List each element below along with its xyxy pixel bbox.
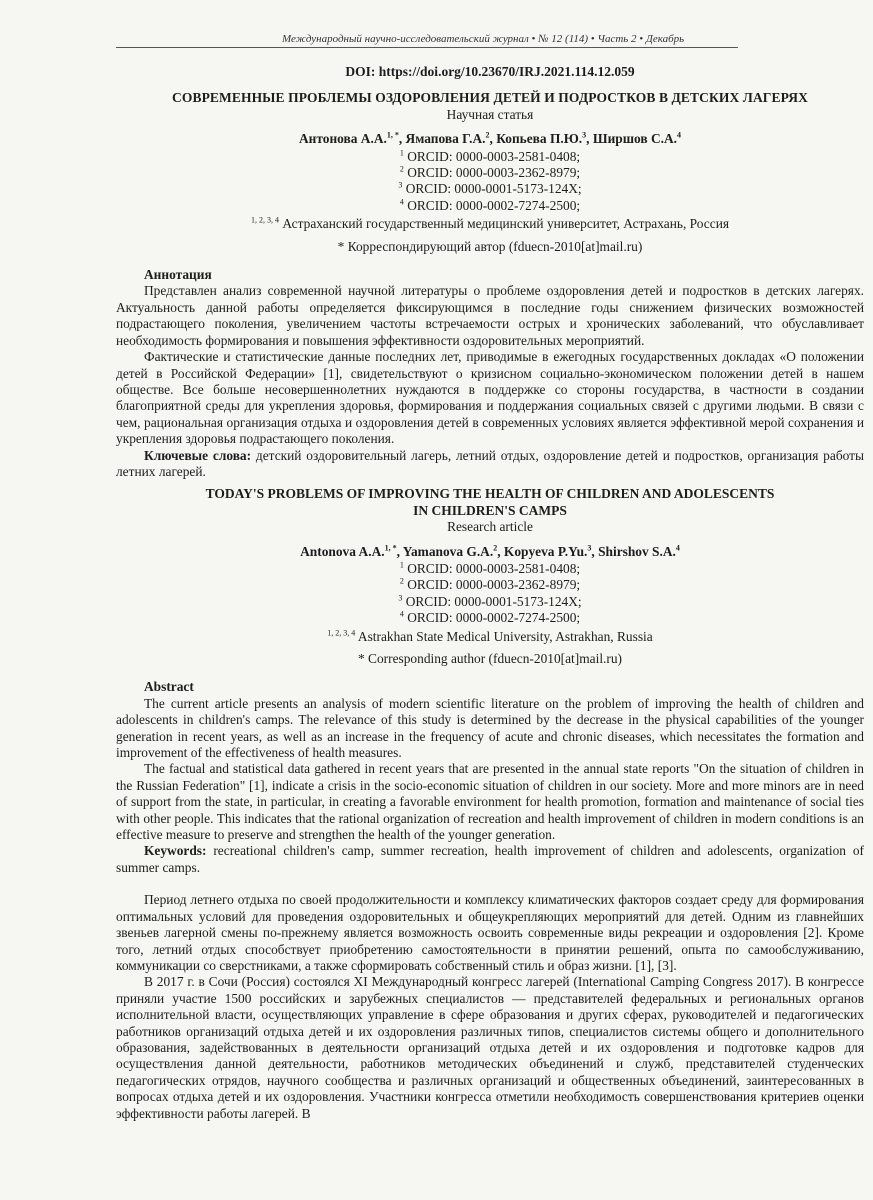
- en-orcid-2-text: ORCID: 0000-0003-2362-8979;: [407, 577, 581, 593]
- ru-corresponding-author: * Корреспондирующий автор (fduecn-2010[at]mail.ru): [337, 238, 643, 254]
- en-keywords-label: Keywords:: [144, 843, 207, 859]
- en-orcid-3: $^3$ ORCID: 0000-0001-5173-124X;: [398, 593, 582, 609]
- ru-affiliation: [116, 216, 864, 232]
- en-author-2: Yamanova G.A.: [402, 543, 494, 559]
- ru-keywords-label: Ключевые слова:: [144, 447, 252, 463]
- ru-title: СОВРЕМЕННЫЕ ПРОБЛЕМЫ ОЗДОРОВЛЕНИЯ ДЕТЕЙ И ПОДРОСТКОВ В ДЕТСКИХ ЛАГЕРЯХ: [172, 90, 808, 106]
- ru-orcid-4-text: ORCID: 0000-0002-7274-2500;: [407, 197, 581, 213]
- ru-author-4: Ширшов С.А.: [592, 131, 678, 147]
- en-author-4-sup: 4: [675, 543, 680, 553]
- en-author-3-sup: 3: [587, 543, 592, 553]
- ru-author-2: Ямапова Г.А.: [405, 131, 486, 147]
- en-title-line-1: TODAY'S PROBLEMS OF IMPROVING THE HEALTH OF CHILDREN AND ADOLESCENTS: [205, 486, 775, 502]
- ru-author-1: Антонова А.А.: [298, 131, 387, 147]
- header-rule: [116, 47, 738, 48]
- ru-article-type: Научная статья: [446, 106, 534, 122]
- ru-affil-text: Астраханский государственный медицинский университет, Астрахань, Россия: [282, 216, 730, 232]
- ru-author-3: Копьева П.Ю.: [496, 131, 583, 147]
- en-keywords: [116, 843, 864, 876]
- ru-orcid-1-text: ORCID: 0000-0003-2581-0408;: [407, 148, 581, 164]
- ru-orcid-2: $^2$ ORCID: 0000-0003-2362-8979;: [399, 164, 581, 181]
- ru-abstract-heading: Аннотация: [144, 267, 212, 283]
- ru-abstract-para-1: Представлен анализ современной научной литературы о проблеме оздоровления детей и подростков в детских лагерях. Актуальность данной работы определяется фиксирующимся в последние годы снижением физических возможностей подрастающего поколения, увеличением частоты встречаемости острых и хронических заболеваний, что обуславливает необходимость формирования и повышения эффективности оздоровительных мероприятий.: [116, 283, 864, 348]
- en-orcid-4-text: ORCID: 0000-0002-7274-2500;: [407, 610, 581, 626]
- en-affil-text: Astrakhan State Medical University, Astrakhan, Russia: [357, 628, 653, 644]
- running-header: Международный научно-исследовательский журнал • № 12 (114) • Часть 2 • Декабрь: [282, 33, 685, 45]
- en-author-1: Antonova A.A.: [300, 543, 385, 559]
- ru-orcid-3-text: ORCID: 0000-0001-5173-124X;: [405, 181, 582, 197]
- doi: DOI: https://doi.org/10.23670/IRJ.2021.114.12.059: [345, 64, 635, 79]
- en-orcid-4: $^4$ ORCID: 0000-0002-7274-2500;: [399, 609, 581, 626]
- body-para-2: В 2017 г. в Сочи (Россия) состоялся XI Международный конгресс лагерей (International Camping Congress 2017). В конгрессе приняли участие 1500 российских и зарубежных специалистов — представителей федеральных и региональных органов исполнительной власти, осуществляющих управление в сфере образования и других сферах, руководителей и педагогических работников организаций отдыха детей и их оздоровления различных типов, специалистов системы общего и дополнительного образования, задействованных в деятельности организаций отдыха детей и их оздоровления и подготовке кадров для осуществления данной деятельности, работников методических объединений и служб, представителей студенческих педагогических отрядов, научного сообщества и различных организаций и общественных объединений, заинтересованных в вопросах отдыха детей и их оздоровления. Участники конгресса отметили необходимость совершенствования критериев оценки эффективности работы лагерей. В: [116, 974, 864, 1121]
- en-orcid-3-text: ORCID: 0000-0001-5173-124X;: [405, 593, 582, 609]
- spacer: [116, 882, 864, 892]
- en-title-line-2: IN CHILDREN'S CAMPS: [413, 502, 567, 518]
- ru-orcid-3: $^3$ ORCID: 0000-0001-5173-124X;: [398, 180, 582, 197]
- ru-author-2-sup: 2: [485, 130, 490, 140]
- ru-abstract-para-2: Фактические и статистические данные последних лет, приводимые в ежегодных государственных докладах «О положении детей в Российской Федерации» [1], свидетельствуют о кризисном социально-экономическом положении детей в нашем обществе. Все больше несовершеннолетних нуждаются в поддержке со стороны государства, в частности в создании благоприятной среды для укрепления здоровья, формирования и поддержания социальных связей с другими людьми. В связи с чем, рациональная организация отдыха и оздоровления детей в современных условиях является эффективной мерой сохранения и укрепления здоровья подрастающего поколения.: [116, 349, 864, 447]
- ru-author-3-sup: 3: [582, 130, 587, 140]
- en-abstract-para-2: The factual and statistical data gathered in recent years that are presented in the annual state reports "On the situation of children in the Russian Federation" [1], indicate a crisis in the socio-economic situation of children in our society. More and more minors are in need of support from the state, in particular, in creating a favorable environment for health promotion, formation and maintenance of social ties with other people. This indicates that the rational organization of recreation and health improvement of children in modern conditions is an effective measure to preserve and strengthen the health of the younger generation.: [116, 761, 864, 843]
- ru-author-1-sup: 1, *: [386, 130, 399, 140]
- en-corresponding-author: * Corresponding author (fduecn-2010[at]mail.ru): [357, 651, 622, 666]
- en-affil-sup: 1, 2, 3, 4: [327, 628, 356, 638]
- article-content: [116, 64, 864, 1122]
- ru-orcid-2-text: ORCID: 0000-0003-2362-8979;: [407, 165, 581, 181]
- en-author-4: Shirshov S.A.: [598, 543, 676, 559]
- en-orcid-1-text: ORCID: 0000-0003-2581-0408;: [407, 560, 581, 576]
- ru-author-4-sup: 4: [677, 130, 682, 140]
- en-orcid-2: $^2$ ORCID: 0000-0003-2362-8979;: [399, 576, 581, 593]
- en-abstract-heading: Abstract: [144, 679, 194, 695]
- en-keywords-text: recreational children's camp, summer recreation, health improvement of children and adolescents, organization of summer camps.: [116, 843, 864, 875]
- en-author-3: Kopyeva P.Yu.: [503, 543, 588, 559]
- ru-affil-sup: 1, 2, 3, 4: [250, 215, 279, 225]
- en-article-type: Research article: [447, 519, 533, 535]
- body-para-1: Период летнего отдыха по своей продолжительности и комплексу климатических факторов создает среду для формирования оптимальных условий для проведения оздоровительных и общеукрепляющих мероприятий для детей. Одним из главнейших звеньев лагерной смены по-прежнему является возможность освоить современные виды рекреации и оздоровления [2]. Кроме того, летний отдых способствует приобретению самостоятельности в принятии решений, опыта по самообслуживанию, коммуникации со сверстниками, а также сформировать собственный стиль и образ жизни. [1], [3].: [116, 892, 864, 973]
- ru-keywords: [116, 448, 864, 481]
- en-orcid-1: $^1$ ORCID: 0000-0003-2581-0408;: [399, 560, 581, 576]
- en-abstract-para-1: The current article presents an analysis of modern scientific literature on the problem of improving the health of children and adolescents in children's camps. The relevance of this study is determined by the decrease in the physical capabilities of the younger generation in recent years, as well as an increase in the frequency of acute and chronic diseases, which necessitates the formation and improvement of the effectiveness of health measures.: [116, 695, 864, 761]
- ru-authors: Антонова А.А.$^{1, *}$, Ямапова Г.А.$^2$, Копьева П.Ю.$^3$, Ширшов С.А.$^4$: [298, 130, 682, 147]
- en-affiliation: [116, 629, 864, 645]
- en-authors: Antonova A.A.$^{1, *}$, Yamanova G.A.$^2$, Kopyeva P.Yu.$^3$, Shirshov S.A.$^4$: [300, 543, 680, 559]
- ru-keywords-text: детский оздоровительный лагерь, летний отдых, оздоровление детей и подростков, организация работы летних лагерей.: [116, 447, 864, 479]
- ru-orcid-1: $^1$ ORCID: 0000-0003-2581-0408;: [399, 148, 581, 164]
- en-author-1-sup: 1, *: [384, 543, 397, 553]
- ru-orcid-4: $^4$ ORCID: 0000-0002-7274-2500;: [399, 197, 581, 213]
- en-author-2-sup: 2: [493, 543, 498, 553]
